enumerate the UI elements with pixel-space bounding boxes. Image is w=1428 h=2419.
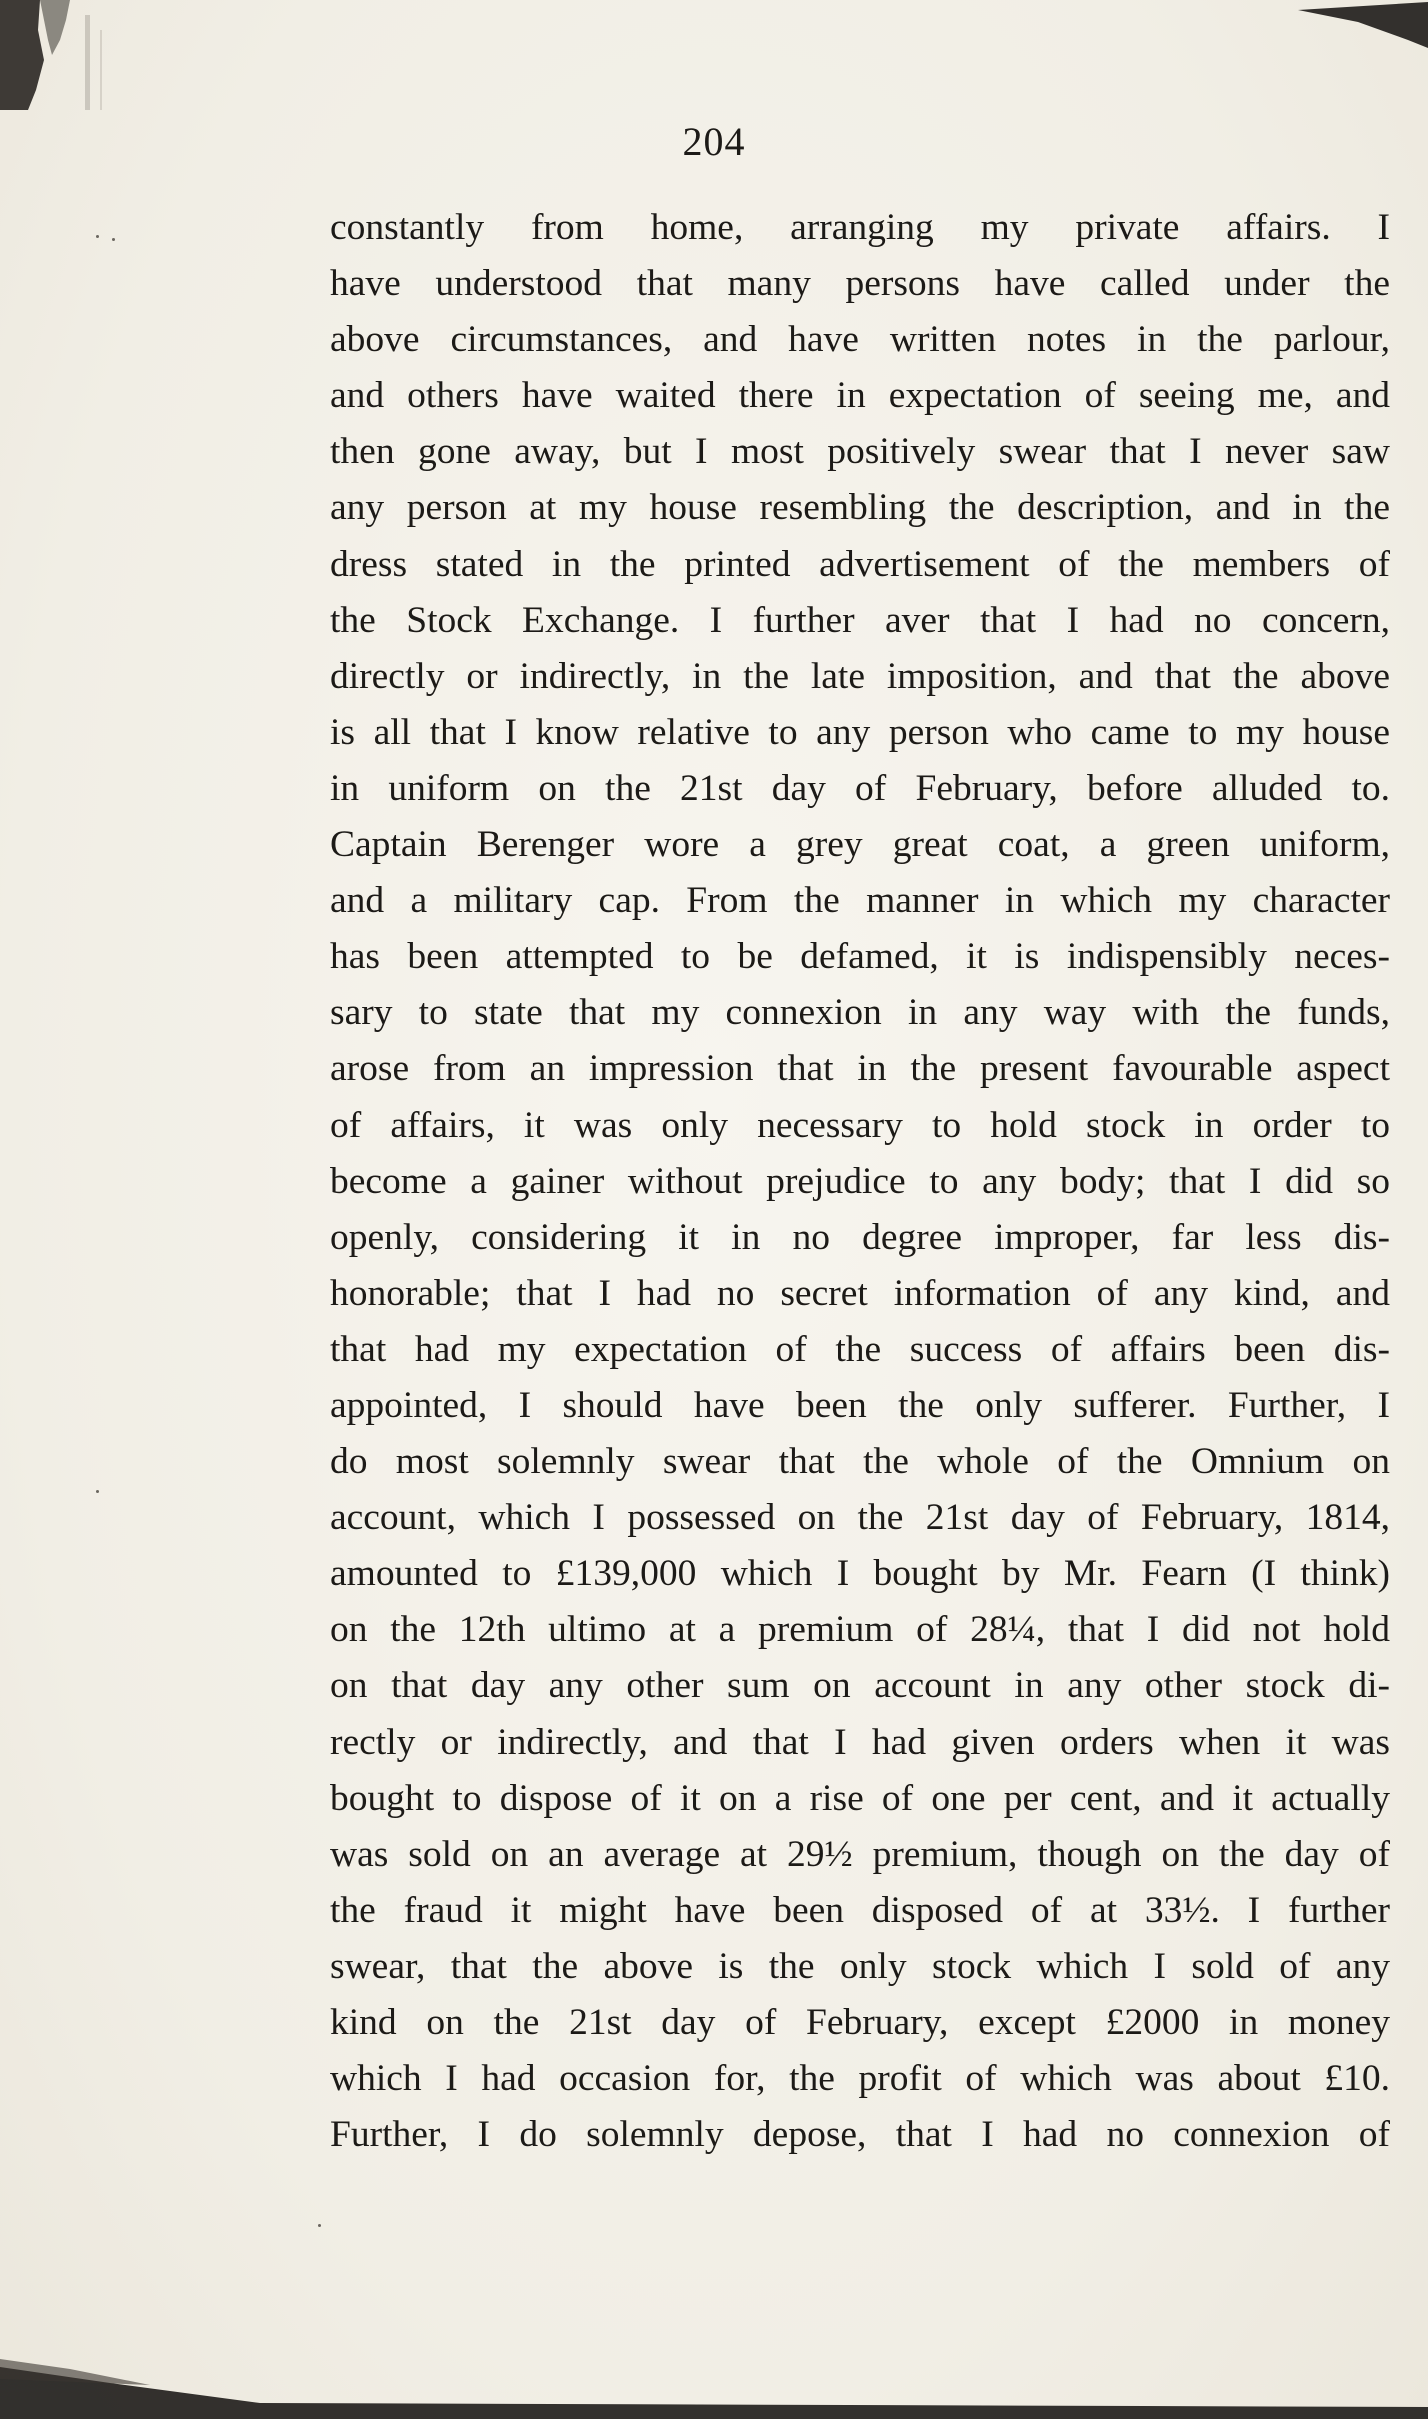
text-line: become a gainer without prejudice to any body; that I did so xyxy=(330,1160,1390,1202)
text-line: above circumstances, and have written notes in the parlour, xyxy=(330,319,1390,361)
scan-edge-shadow-top-left xyxy=(0,0,140,110)
text-line: rectly or indirectly, and that I had given orders when it was xyxy=(330,1721,1390,1763)
scan-edge-shadow-bottom xyxy=(0,2349,1428,2419)
text-line: in uniform on the 21st day of February, before alluded to. xyxy=(330,767,1390,809)
text-line: of affairs, it was only necessary to hold stock in order to xyxy=(330,1104,1390,1146)
text-line: honorable; that I had no secret information of any kind, and xyxy=(330,1272,1390,1314)
text-line: do most solemnly swear that the whole of the Omnium on xyxy=(330,1441,1390,1483)
text-line: any person at my house resembling the description, and in the xyxy=(330,487,1390,529)
text-line: is all that I know relative to any person who came to my house xyxy=(330,711,1390,753)
speck xyxy=(96,235,99,238)
text-line: swear, that the above is the only stock which I sold of any xyxy=(330,1945,1390,1987)
text-line: which I had occasion for, the profit of which was about £10. xyxy=(330,2058,1390,2100)
text-line: openly, considering it in no degree improper, far less dis- xyxy=(330,1216,1390,1258)
text-line: directly or indirectly, in the late imposition, and that the above xyxy=(330,655,1390,697)
speck xyxy=(96,1490,99,1493)
text-line: have understood that many persons have called under the xyxy=(330,263,1390,305)
text-line: bought to dispose of it on a rise of one per cent, and it actually xyxy=(330,1777,1390,1819)
text-line: kind on the 21st day of February, except £2000 in money xyxy=(330,2002,1390,2043)
text-line: sary to state that my connexion in any way with the funds, xyxy=(330,992,1390,1034)
text-line: was sold on an average at 29½ premium, though on the day of xyxy=(330,1833,1390,1875)
text-line: then gone away, but I most positively swear that I never saw xyxy=(330,431,1390,473)
text-line: arose from an impression that in the present favourable aspect xyxy=(330,1048,1390,1090)
text-line: Further, I do solemnly depose, that I had no connexion of xyxy=(330,2114,1390,2156)
text-line: constantly from home, arranging my private affairs. I xyxy=(330,207,1390,248)
text-line: Captain Berenger wore a grey great coat, a green uniform, xyxy=(330,824,1390,866)
text-line: and others have waited there in expectation of seeing me, and xyxy=(330,375,1390,417)
page-number: 204 xyxy=(682,119,746,164)
text-line: dress stated in the printed advertisement of the members of xyxy=(330,543,1390,585)
text-line: the fraud it might have been disposed of at 33½. I further xyxy=(330,1889,1390,1931)
text-line: that had my expectation of the success of affairs been dis- xyxy=(330,1328,1390,1370)
scan-edge-shadow-top-right xyxy=(1288,0,1428,60)
speck xyxy=(112,238,115,241)
text-line: amounted to £139,000 which I bought by Mr. Fearn (I think) xyxy=(330,1553,1390,1595)
text-line: appointed, I should have been the only sufferer. Further, I xyxy=(330,1384,1390,1426)
speck xyxy=(318,2224,321,2227)
text-line: account, which I possessed on the 21st day of February, 1814, xyxy=(330,1497,1390,1539)
text-line: on the 12th ultimo at a premium of 28¼, that I did not hold xyxy=(330,1609,1390,1651)
text-line: the Stock Exchange. I further aver that I had no concern, xyxy=(330,599,1390,641)
text-line: and a military cap. From the manner in which my character xyxy=(330,880,1390,922)
text-line: on that day any other sum on account in any other stock di- xyxy=(330,1665,1390,1707)
text-line: has been attempted to be defamed, it is indispensibly neces- xyxy=(330,936,1390,978)
body-text xyxy=(330,200,1390,2163)
